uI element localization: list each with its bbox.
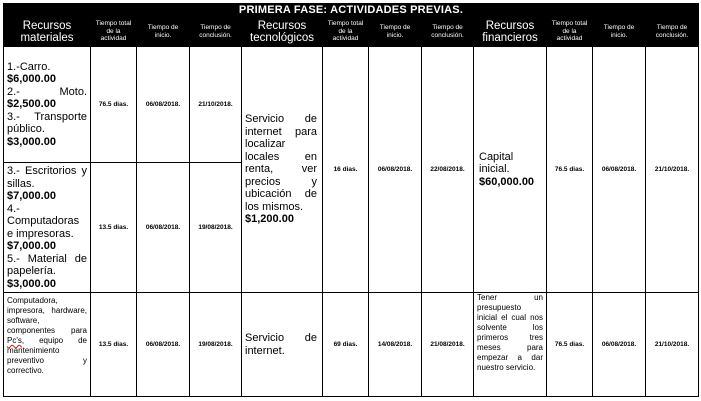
material-amount: $3,000.00 (7, 135, 56, 148)
tecnologico-cell-internet (242, 293, 323, 397)
material-amount: $2,500.00 (7, 98, 56, 111)
header-tiempo-total: Tiempo total de la actividad (91, 17, 137, 47)
header-tiempo-conclusion: Tiempo de conclusión. (646, 17, 699, 47)
material-cell-transport (4, 47, 91, 163)
header-recursos-financieros: Recursos financieros (474, 17, 547, 47)
tecnologico-amount: $1,200.00 (245, 213, 294, 226)
material-amount: $3,000.00 (7, 277, 56, 290)
material-cell-office (4, 163, 91, 293)
tiempo-conclusion-value: 21/10/2018. (646, 293, 699, 397)
financiero-description: Tener un presupuesto inicial el cual nos solvente los primeros tres meses para empezar a dar nuestro servicio. (477, 293, 543, 372)
material-item: 3.- Transporte público. (7, 110, 87, 136)
header-tiempo-conclusion: Tiempo de conclusión. (422, 17, 474, 47)
tiempo-total-value: 76.5 dias. (91, 47, 137, 163)
material-amount: $7,000.00 (7, 240, 56, 252)
spelling-error-mark: Pc's (7, 336, 22, 345)
financiero-description: Capital inicial. (479, 150, 514, 176)
tiempo-inicio-value: 06/08/2018. (137, 163, 190, 293)
tiempo-total-value: 76.5 dias. (547, 293, 593, 397)
tiempo-total-value: 69 dias. (323, 293, 369, 397)
material-item: 1.-Carro. (7, 60, 51, 73)
tecnologico-description: Servicio de internet. (245, 332, 317, 357)
tiempo-conclusion-value: 22/08/2018. (422, 47, 474, 293)
tiempo-conclusion-value: 21/10/2018. (646, 47, 699, 293)
tiempo-inicio-value: 14/08/2018. (369, 293, 422, 397)
material-amount: $6,000.00 (7, 73, 56, 86)
header-tiempo-total: Tiempo total de la actividad (323, 17, 369, 47)
activities-table (3, 3, 699, 397)
tiempo-total-value: 16 dias. (323, 47, 369, 293)
tecnologico-cell-internet-search (242, 47, 323, 293)
tiempo-inicio-value: 06/08/2018. (369, 47, 422, 293)
tiempo-conclusion-value: 21/10/2018. (190, 47, 242, 163)
material-amount: $7,000.00 (7, 190, 56, 202)
material-item: 4.- Computadoras e impresoras. (7, 202, 80, 240)
tiempo-total-value: 13.5 dias. (91, 163, 137, 293)
material-cell-equipment (4, 293, 91, 397)
financiero-amount: $60,000.00 (479, 175, 535, 188)
header-recursos-tecnologicos: Recursos tecnológicos (242, 17, 323, 47)
tiempo-conclusion-value: 21/08/2018. (422, 293, 474, 397)
material-item: 5.- Material de papelería. (7, 252, 87, 277)
table-title: PRIMERA FASE: ACTIVIDADES PREVIAS. (4, 4, 699, 17)
header-tiempo-conclusion: Tiempo de conclusión. (190, 17, 242, 47)
header-tiempo-inicio: Tiempo de inicio. (137, 17, 190, 47)
material-item: 3.- Escritorios y sillas. (7, 165, 87, 190)
tiempo-inicio-value: 06/08/2018. (137, 47, 190, 163)
financiero-cell-budget (474, 293, 547, 397)
header-tiempo-total: Tiempo total de la actividad (547, 17, 593, 47)
material-description-end: , equipo de mantenimiento preventivo y correctivo. (7, 336, 87, 375)
tiempo-total-value: 76.5 dias. (547, 47, 593, 293)
tiempo-inicio-value: 06/08/2018. (137, 293, 190, 397)
header-tiempo-inicio: Tiempo de inicio. (369, 17, 422, 47)
header-recursos-materiales: Recursos materiales (4, 17, 91, 47)
tiempo-inicio-value: 06/08/2018. (593, 47, 646, 293)
activities-table-container (3, 3, 698, 397)
material-description (7, 296, 87, 376)
material-description-start: Computadora, impresora, hardware, software, componentes para (7, 296, 87, 335)
tecnologico-description: Servicio de internet para localizar locales en renta, ver precios y ubicación de los mismos. (245, 113, 317, 213)
header-tiempo-inicio: Tiempo de inicio. (593, 17, 646, 47)
tiempo-total-value: 13.5 dias. (91, 293, 137, 397)
tiempo-conclusion-value: 19/08/2018. (190, 163, 242, 293)
material-item: 2.- Moto. (7, 85, 87, 98)
tiempo-inicio-value: 06/08/2018. (593, 293, 646, 397)
financiero-cell-capital (474, 47, 547, 293)
tiempo-conclusion-value: 19/08/2018. (190, 293, 242, 397)
